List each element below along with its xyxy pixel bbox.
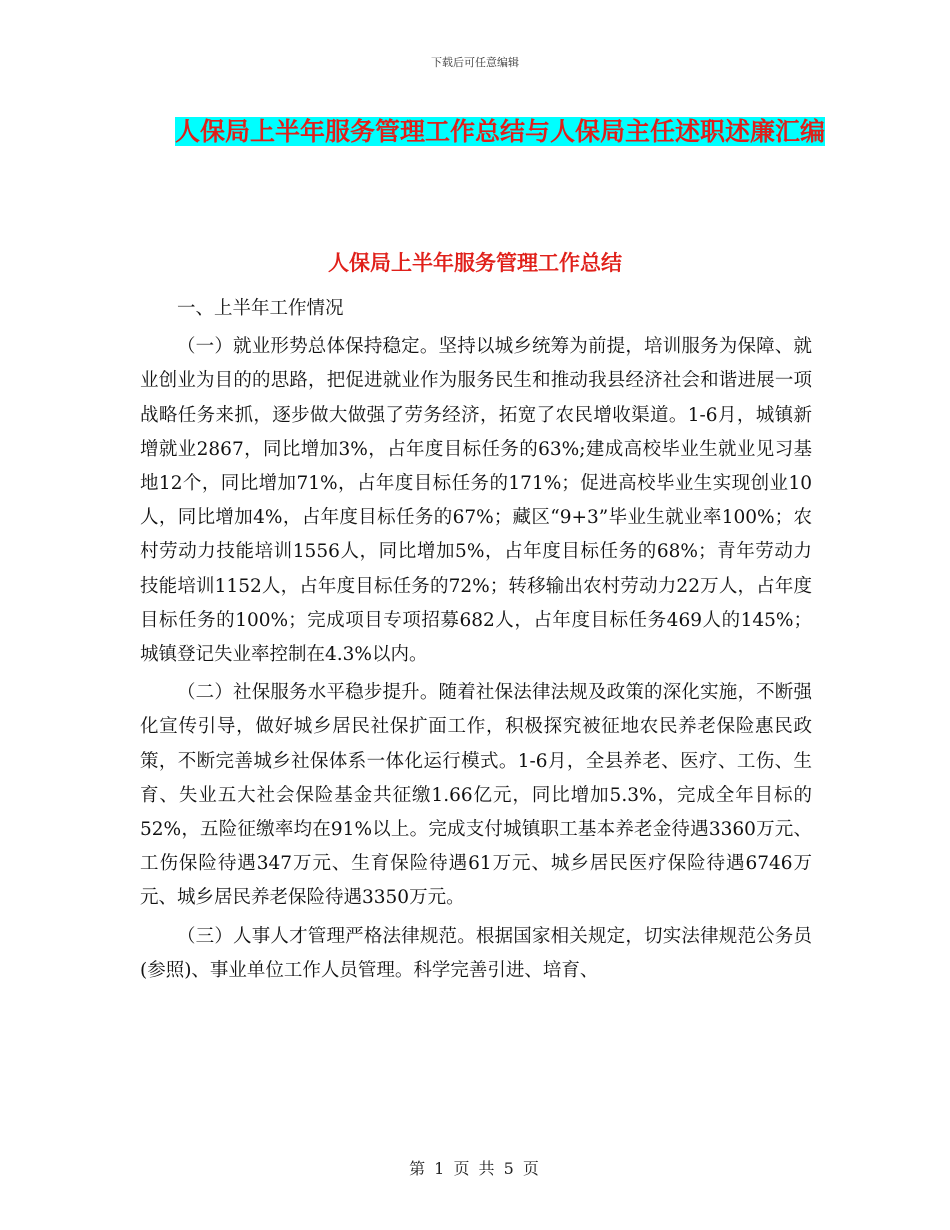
document-title-text: 人保局上半年服务管理工作总结与人保局主任述职述廉汇编 <box>174 117 825 146</box>
paragraph-social-security: （二）社保服务水平稳步提升。随着社保法律法规及政策的深化实施，不断强化宣传引导，做好城乡居民社保扩面工作，积极探究被征地农民养老保险惠民政策，不断完善城乡社保体系一体化运行模式。1-6月，全县养老、医疗、工伤、生育、失业五大社会保险基金共征缴1.66亿元，同比增加5.3%，完成全年目标的52%，五险征缴率均在91%以上。完成支付城镇职工基本养老金待遇3360万元、工伤保险待遇347万元、生育保险待遇61万元、城乡居民医疗保险待遇6746万元、城乡居民养老保险待遇3350万元。 <box>140 682 812 909</box>
document-body <box>140 292 812 992</box>
section-title: 人保局上半年服务管理工作总结 <box>328 251 622 275</box>
header-note: 下载后可任意编辑 <box>431 56 519 69</box>
page-number: 第 1 页 共 5 页 <box>409 1159 541 1178</box>
paragraph-personnel: （三）人事人才管理严格法律规范。根据国家相关规定，切实法律规范公务员(参照)、事业单位工作人员管理。科学完善引进、培育、 <box>140 925 812 981</box>
paragraph-heading: 一、上半年工作情况 <box>177 298 344 319</box>
document-title <box>140 110 860 154</box>
paragraph-employment: （一）就业形势总体保持稳定。坚持以城乡统筹为前提，培训服务为保障、就业创业为目的的思路，把促进就业作为服务民生和推动我县经济社会和谐进展一项战略任务来抓，逐步做大做强了劳务经济，拓宽了农民增收渠道。1-6月，城镇新增就业2867，同比增加3%，占年度目标任务的63%;建成高校毕业生就业见习基地12个，同比增加71%，占年度目标任务的171%；促进高校毕业生实现创业10人，同比增加4%，占年度目标任务的67%；藏区“9+3”毕业生就业率100%；农村劳动力技能培训1556人，同比增加5%，占年度目标任务的68%；青年劳动力技能培训1152人，占年度目标任务的72%；转移输出农村劳动力22万人，占年度目标任务的100%；完成项目专项招募682人，占年度目标任务469人的145%；城镇登记失业率控制在4.3%以内。 <box>140 336 812 666</box>
